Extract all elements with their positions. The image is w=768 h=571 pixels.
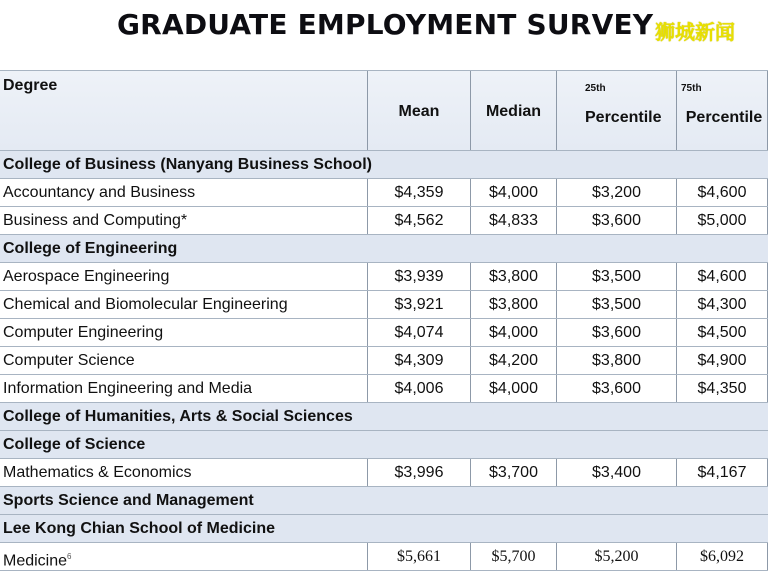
p75-cell: $4,900 [676, 347, 768, 374]
degree-cell: Chemical and Biomolecular Engineering [3, 296, 288, 313]
median-cell: $5,700 [470, 543, 556, 570]
p25-cell: $3,200 [556, 179, 676, 206]
p75-cell: $5,000 [676, 207, 768, 234]
degree-cell: Accountancy and Business [3, 184, 196, 201]
median-cell: $4,200 [470, 347, 556, 374]
mean-cell: $5,661 [367, 543, 470, 570]
table-row [0, 459, 768, 487]
degree-cell: Aerospace Engineering [3, 268, 170, 285]
column-header-mean: Mean [398, 103, 440, 120]
table-row [0, 319, 768, 347]
mean-cell: $3,921 [367, 291, 470, 318]
p75-cell: $4,600 [676, 263, 768, 290]
degree-cell: Information Engineering and Media [3, 380, 253, 397]
section-title: College of Science [3, 436, 146, 453]
p75-cell: $4,350 [676, 375, 768, 402]
table-row [0, 291, 768, 319]
degree-cell: Computer Science [3, 352, 135, 369]
mean-cell: $4,359 [367, 179, 470, 206]
header-cell-degree [0, 71, 367, 150]
section-title: Sports Science and Management [3, 492, 254, 509]
table-row [0, 347, 768, 375]
p75-cell: $4,300 [676, 291, 768, 318]
column-header-degree: Degree [3, 77, 58, 94]
column-header-p25-sup: 25th [585, 83, 606, 94]
median-cell: $3,700 [470, 459, 556, 486]
p75-cell: $4,600 [676, 179, 768, 206]
degree-cell: Mathematics & Economics [3, 464, 192, 481]
mean-cell: $3,939 [367, 263, 470, 290]
p75-cell: $6,092 [676, 543, 768, 570]
header-cell-p75 [676, 71, 768, 150]
table-row [0, 207, 768, 235]
section-row-business [0, 151, 768, 179]
table-row [0, 179, 768, 207]
section-row-sports [0, 487, 768, 515]
table-row [0, 375, 768, 403]
section-title: Lee Kong Chian School of Medicine [3, 520, 276, 537]
degree-cell: Business and Computing* [3, 212, 188, 229]
section-title: College of Engineering [3, 240, 178, 257]
mean-cell: $4,074 [367, 319, 470, 346]
column-header-p25: Percentile [585, 109, 662, 126]
median-cell: $4,000 [470, 179, 556, 206]
section-title: College of Humanities, Arts & Social Sciences [3, 408, 353, 425]
table-header-row [0, 70, 768, 151]
p25-cell: $3,600 [556, 319, 676, 346]
median-cell: $4,833 [470, 207, 556, 234]
median-cell: $4,000 [470, 319, 556, 346]
salary-table [0, 70, 768, 571]
p25-cell: $3,500 [556, 263, 676, 290]
section-row-science [0, 431, 768, 459]
median-cell: $3,800 [470, 291, 556, 318]
watermark-logo: 狮城新闻 [655, 20, 735, 44]
degree-cell: Computer Engineering [3, 324, 164, 341]
p25-cell: $5,200 [556, 543, 676, 570]
column-header-p75-sup: 75th [681, 83, 702, 94]
header-cell-mean [367, 71, 470, 150]
mean-cell: $4,006 [367, 375, 470, 402]
header [0, 0, 768, 66]
p75-cell: $4,167 [676, 459, 768, 486]
section-row-medicine [0, 515, 768, 543]
page-title: GRADUATE EMPLOYMENT SURVEY [117, 8, 654, 41]
mean-cell: $4,309 [367, 347, 470, 374]
p25-cell: $3,600 [556, 375, 676, 402]
degree-cell [0, 543, 367, 570]
column-header-p75: Percentile [685, 109, 763, 126]
mean-cell: $3,996 [367, 459, 470, 486]
p25-cell: $3,500 [556, 291, 676, 318]
section-title: College of Business (Nanyang Business School) [3, 156, 372, 173]
header-cell-p25 [556, 71, 676, 150]
degree-label: Medicine [3, 552, 68, 570]
p25-cell: $3,800 [556, 347, 676, 374]
section-row-engineering [0, 235, 768, 263]
table-row [0, 543, 768, 571]
p75-cell: $4,500 [676, 319, 768, 346]
median-cell: $3,800 [470, 263, 556, 290]
table-row [0, 263, 768, 291]
p25-cell: $3,600 [556, 207, 676, 234]
p25-cell: $3,400 [556, 459, 676, 486]
header-cell-median [470, 71, 556, 150]
median-cell: $4,000 [470, 375, 556, 402]
section-row-humanities [0, 403, 768, 431]
mean-cell: $4,562 [367, 207, 470, 234]
footnote-mark: 6 [67, 552, 72, 561]
column-header-median: Median [485, 103, 542, 120]
